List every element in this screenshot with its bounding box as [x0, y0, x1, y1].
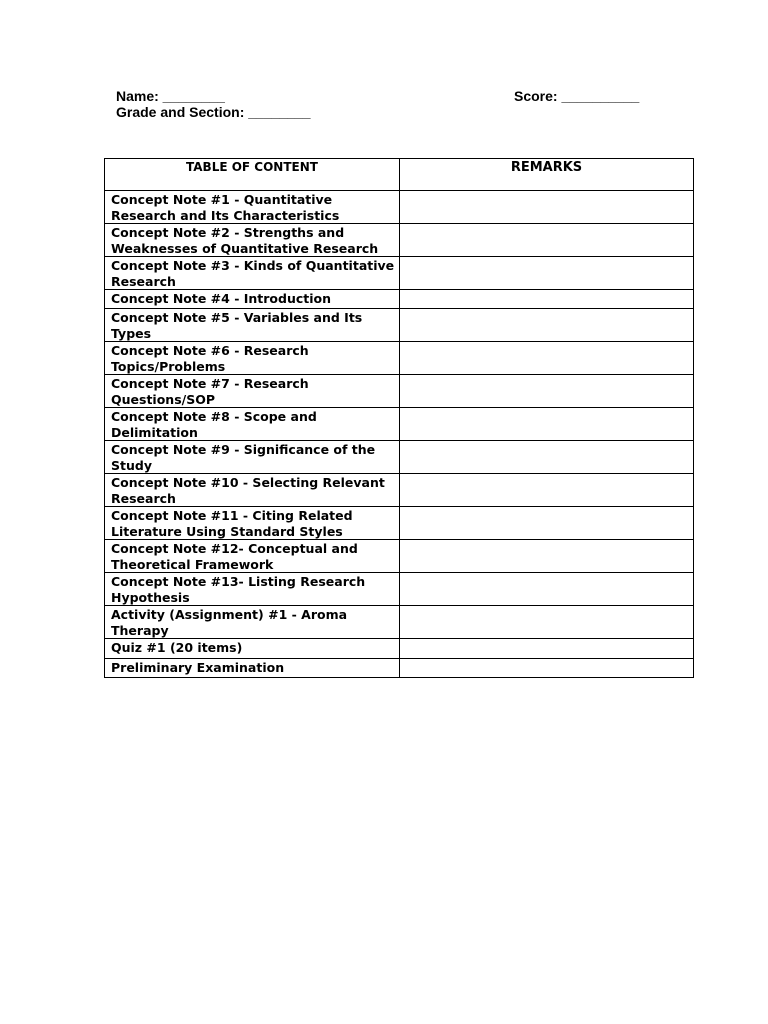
- row-item: Concept Note #4 - Introduction: [105, 290, 400, 309]
- table-of-content: [104, 158, 694, 678]
- row-remarks-cell[interactable]: [400, 606, 694, 639]
- table-row: [105, 606, 694, 639]
- row-item: Concept Note #3 - Kinds of Quantitative Research: [105, 257, 400, 290]
- row-item: Concept Note #5 - Variables and Its Types: [105, 309, 400, 342]
- table-row: [105, 507, 694, 540]
- row-remarks-cell[interactable]: [400, 342, 694, 375]
- table-header-row: [105, 159, 694, 191]
- row-remarks-cell[interactable]: [400, 257, 694, 290]
- table-row: [105, 342, 694, 375]
- row-item: Concept Note #13- Listing Research Hypothesis: [105, 573, 400, 606]
- row-item: Concept Note #9 - Significance of the Study: [105, 441, 400, 474]
- row-remarks-cell[interactable]: [400, 639, 694, 659]
- row-remarks-cell[interactable]: [400, 507, 694, 540]
- table-row: [105, 474, 694, 507]
- row-remarks-cell[interactable]: [400, 659, 694, 678]
- table-row: [105, 375, 694, 408]
- row-remarks-cell[interactable]: [400, 474, 694, 507]
- row-item: Concept Note #12- Conceptual and Theoretical Framework: [105, 540, 400, 573]
- table-row: [105, 191, 694, 224]
- score-field-label: Score: __________: [514, 88, 640, 104]
- row-remarks-cell[interactable]: [400, 408, 694, 441]
- table-row: [105, 408, 694, 441]
- row-item: Activity (Assignment) #1 - Aroma Therapy: [105, 606, 400, 639]
- grade-section-field-label: Grade and Section: ________: [116, 104, 311, 120]
- row-remarks-cell[interactable]: [400, 224, 694, 257]
- table-row: [105, 659, 694, 678]
- row-item: Concept Note #6 - Research Topics/Problems: [105, 342, 400, 375]
- table-row: [105, 441, 694, 474]
- row-item: Concept Note #10 - Selecting Relevant Research: [105, 474, 400, 507]
- row-remarks-cell[interactable]: [400, 540, 694, 573]
- row-item: Preliminary Examination: [105, 659, 400, 678]
- table-of-content-header: TABLE OF CONTENT: [105, 159, 400, 191]
- table-row: [105, 309, 694, 342]
- row-item: Concept Note #1 - Quantitative Research and Its Characteristics: [105, 191, 400, 224]
- row-remarks-cell[interactable]: [400, 191, 694, 224]
- row-item: Concept Note #2 - Strengths and Weaknesses of Quantitative Research: [105, 224, 400, 257]
- table-row: [105, 639, 694, 659]
- table-row: [105, 290, 694, 309]
- table-row: [105, 573, 694, 606]
- row-item: Quiz #1 (20 items): [105, 639, 400, 659]
- name-field-label: Name: ________: [116, 88, 225, 104]
- table-row: [105, 257, 694, 290]
- remarks-header: REMARKS: [400, 159, 694, 191]
- table-row: [105, 224, 694, 257]
- row-item: Concept Note #7 - Research Questions/SOP: [105, 375, 400, 408]
- row-remarks-cell[interactable]: [400, 375, 694, 408]
- row-remarks-cell[interactable]: [400, 441, 694, 474]
- row-item: Concept Note #11 - Citing Related Literature Using Standard Styles: [105, 507, 400, 540]
- row-remarks-cell[interactable]: [400, 290, 694, 309]
- row-remarks-cell[interactable]: [400, 309, 694, 342]
- table-row: [105, 540, 694, 573]
- row-item: Concept Note #8 - Scope and Delimitation: [105, 408, 400, 441]
- row-remarks-cell[interactable]: [400, 573, 694, 606]
